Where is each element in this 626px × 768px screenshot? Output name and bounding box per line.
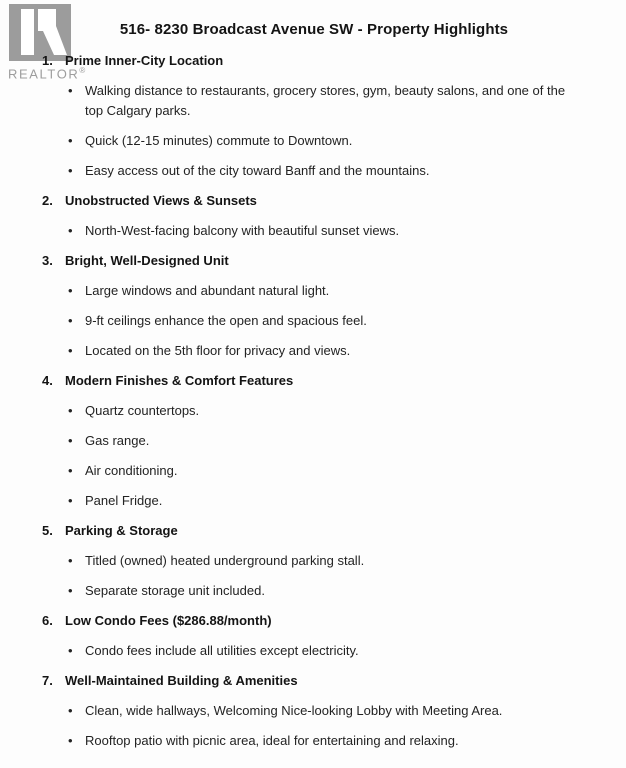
list-item — [68, 81, 586, 121]
section-heading — [42, 51, 586, 71]
bullet-text: Easy access out of the city toward Banff and the mountains. — [85, 163, 430, 178]
section-heading-text: Unobstructed Views & Sunsets — [65, 193, 257, 208]
bullet-marker-icon: • — [68, 493, 73, 508]
section — [42, 371, 586, 511]
bullet-text: Clean, wide hallways, Welcoming Nice-looking Lobby with Meeting Area. — [85, 703, 503, 718]
section — [42, 191, 586, 241]
section-heading-text: Bright, Well-Designed Unit — [65, 253, 229, 268]
bullet-marker-icon: • — [68, 553, 73, 568]
bullet-list — [42, 641, 586, 661]
bullet-list — [42, 401, 586, 511]
bullet-text: Large windows and abundant natural light. — [85, 283, 330, 298]
bullet-text: Quick (12-15 minutes) commute to Downtown. — [85, 133, 353, 148]
section-heading — [42, 371, 586, 391]
bullet-marker-icon: • — [68, 163, 73, 178]
list-item — [68, 461, 586, 481]
bullet-text: Panel Fridge. — [85, 493, 163, 508]
section-number: 5. — [42, 523, 53, 538]
section-heading-text: Modern Finishes & Comfort Features — [65, 373, 294, 388]
registered-trademark-symbol: ® — [79, 66, 86, 75]
bullet-text: Quartz countertops. — [85, 403, 200, 418]
bullet-list — [42, 551, 586, 601]
bullet-text: Condo fees include all utilities except electricity. — [85, 643, 359, 658]
bullet-text: Air conditioning. — [85, 463, 178, 478]
bullet-list — [42, 701, 586, 751]
list-item — [68, 641, 586, 661]
bullet-text: Rooftop patio with picnic area, ideal for entertaining and relaxing. — [85, 733, 459, 748]
section-heading — [42, 671, 586, 691]
bullet-marker-icon: • — [68, 703, 73, 718]
bullet-marker-icon: • — [68, 463, 73, 478]
section-number: 1. — [42, 53, 53, 68]
section-heading — [42, 611, 586, 631]
bullet-list — [42, 81, 586, 181]
section-heading — [42, 251, 586, 271]
bullet-marker-icon: • — [68, 583, 73, 598]
section-heading-text: Parking & Storage — [65, 523, 178, 538]
list-item — [68, 161, 586, 181]
bullet-marker-icon: • — [68, 403, 73, 418]
section — [42, 251, 586, 361]
bullet-marker-icon: • — [68, 643, 73, 658]
section — [42, 671, 586, 751]
section-number: 4. — [42, 373, 53, 388]
section — [42, 611, 586, 661]
list-item — [68, 281, 586, 301]
section-number: 7. — [42, 673, 53, 688]
section-heading-text: Well-Maintained Building & Amenities — [65, 673, 298, 688]
list-item — [68, 311, 586, 331]
bullet-marker-icon: • — [68, 313, 73, 328]
list-item — [68, 491, 586, 511]
list-item — [68, 731, 586, 751]
list-item — [68, 341, 586, 361]
section-number: 6. — [42, 613, 53, 628]
bullet-marker-icon: • — [68, 223, 73, 238]
section-number: 3. — [42, 253, 53, 268]
bullet-text: Located on the 5th floor for privacy and views. — [85, 343, 351, 358]
bullet-text: Titled (owned) heated underground parking stall. — [85, 553, 365, 568]
bullet-marker-icon: • — [68, 343, 73, 358]
sections-list — [42, 51, 586, 751]
list-item — [68, 131, 586, 151]
list-item — [68, 401, 586, 421]
bullet-marker-icon: • — [68, 133, 73, 148]
bullet-marker-icon: • — [68, 283, 73, 298]
list-item — [68, 431, 586, 451]
section-heading — [42, 521, 586, 541]
bullet-text: Separate storage unit included. — [85, 583, 265, 598]
section — [42, 521, 586, 601]
section-heading-text: Prime Inner-City Location — [65, 53, 224, 68]
section-heading-text: Low Condo Fees ($286.88/month) — [65, 613, 272, 628]
bullet-marker-icon: • — [68, 83, 73, 98]
list-item — [68, 551, 586, 571]
bullet-marker-icon: • — [68, 433, 73, 448]
bullet-text: North-West-facing balcony with beautiful sunset views. — [85, 223, 400, 238]
list-item — [68, 581, 586, 601]
bullet-marker-icon: • — [68, 733, 73, 748]
bullet-text: 9-ft ceilings enhance the open and spacious feel. — [85, 313, 367, 328]
bullet-text: Walking distance to restaurants, grocery stores, gym, beauty salons, and one of the top Calgary parks. — [85, 83, 566, 118]
page-title: 516- 8230 Broadcast Avenue SW - Property Highlights — [119, 21, 509, 38]
section-heading — [42, 191, 586, 211]
realtor-wordmark: REALTOR — [8, 66, 80, 82]
section-number: 2. — [42, 193, 53, 208]
bullet-list — [42, 221, 586, 241]
bullet-text: Gas range. — [85, 433, 150, 448]
section — [42, 51, 586, 181]
list-item — [68, 221, 586, 241]
list-item — [68, 701, 586, 721]
bullet-list — [42, 281, 586, 361]
